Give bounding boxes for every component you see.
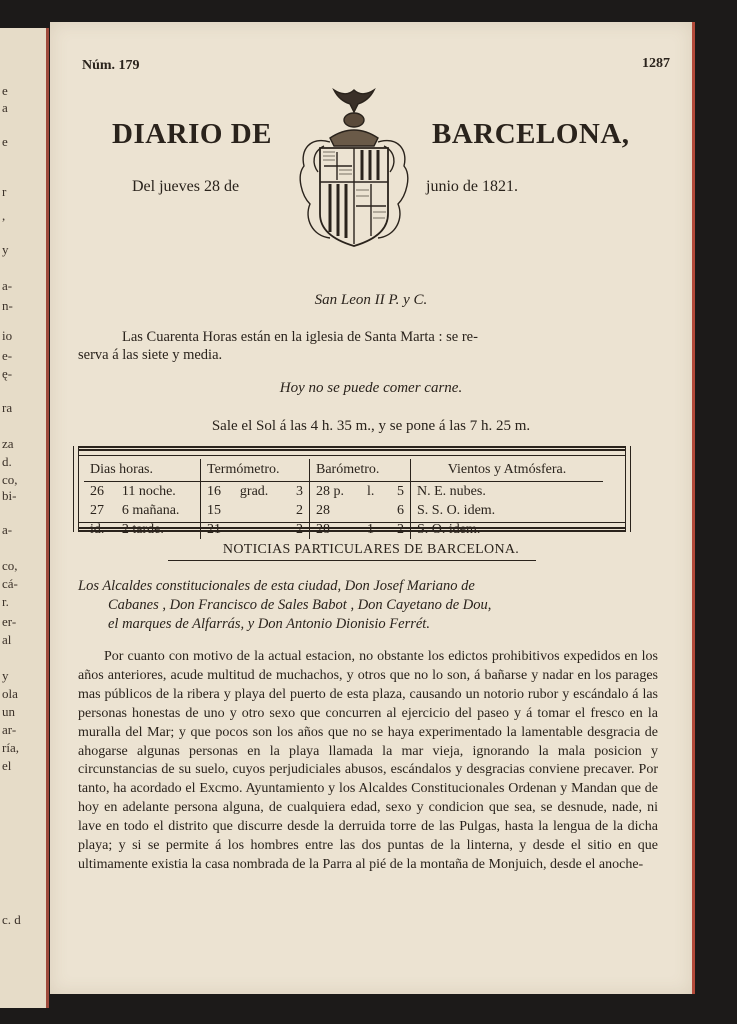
left-fragment: r bbox=[2, 184, 7, 199]
left-fragment: un bbox=[2, 704, 15, 719]
cell-baro-frac: 6 bbox=[397, 502, 404, 518]
cell-wind: S. S. O. idem. bbox=[411, 501, 604, 520]
left-fragment: co, bbox=[2, 558, 18, 573]
left-fragment: ría, bbox=[2, 740, 19, 755]
left-page-edge bbox=[0, 28, 49, 1008]
cell-temp-frac: 2 bbox=[296, 521, 303, 537]
date-left: Del jueves 28 de bbox=[132, 178, 240, 195]
left-fragment: y bbox=[2, 668, 9, 683]
section-title: NOTICIAS PARTICULARES DE BARCELONA. bbox=[222, 542, 520, 557]
cell-day: 27 bbox=[90, 502, 104, 518]
cell-wind: N. E. nubes. bbox=[411, 482, 604, 502]
cell-temp: 21 bbox=[201, 520, 234, 539]
cell-baro: 28 bbox=[310, 501, 362, 520]
cell-hour: 6 mañana. bbox=[121, 502, 180, 518]
forty-hours-line1: Las Cuarenta Horas están en la iglesia de Santa Marta : se re- bbox=[122, 329, 478, 345]
cell-baro-frac: 5 bbox=[397, 483, 404, 499]
masthead-title-left: DIARIO DE bbox=[112, 118, 272, 150]
coat-of-arms-icon bbox=[290, 86, 418, 254]
date-right: junio de 1821. bbox=[426, 178, 518, 195]
left-fragment: , bbox=[2, 208, 6, 223]
left-fragment: cá- bbox=[2, 576, 18, 591]
cell-day: 26 bbox=[90, 483, 104, 499]
cell-baro-frac: 2 bbox=[397, 521, 404, 537]
left-fragment: ra bbox=[2, 400, 13, 415]
edict-text: Por cuanto con motivo de la actual estacion, no obstante los edictos prohibitivos expedidos en los años anteriores, acude multitud de muchachos, y otros que no lo son, á bañarse y nadar en los parages mas públicos de la ribera y playa del puerto de esta plaza, causando un notorio rubor y escándalo á las personas honestas de uno y otro sexo que concurren al ejercicio del paseo y á tomar el fresco en la muralla del Mar; y que pocos son los años que no se haya experimentado la lamentable desgracia de ahogarse algunas personas en la playa llamada la mar vieja, ignorando la mala posicion y circunstancias de su suelo, cuyos perjudiciales abusos, escándalos y desgracias conviene precaver. Por tanto, ha acordado el Excmo. Ayuntamiento y los Alcaldes Constitucionales Ordenan y Mandan que de hoy en adelante persona alguna, de cualquiera edad, sexo y condicion que sea, se desnude, nade, ni lave en todo el distrito que discurre desde la derruida torre de las Pulgas, hasta la lengua de la dicha playa; y si se permite á los hombres entre las dos puntas de la linterna, y desde el sitio en que ultimamente existia la casa nombrada de la Parra al pié de la montaña de Monjuich, desde el anoche- bbox=[78, 649, 658, 872]
left-fragment: e bbox=[2, 134, 8, 149]
left-fragment: al bbox=[2, 632, 12, 647]
edict-body bbox=[78, 648, 658, 875]
section-rule bbox=[168, 560, 536, 561]
cell-baro-lines bbox=[361, 501, 386, 520]
left-fragment: y bbox=[2, 242, 9, 257]
cell-baro-lines: 1 bbox=[367, 521, 375, 537]
masthead-title-right: BARCELONA, bbox=[432, 118, 630, 150]
left-fragment: ę- bbox=[2, 366, 13, 381]
left-fragment: ola bbox=[2, 686, 18, 701]
weather-table bbox=[84, 459, 603, 539]
alcaldes-line1: Los Alcaldes constitucionales de esta ciudad, Don Josef Mariano de bbox=[78, 578, 475, 594]
newspaper-page bbox=[50, 22, 695, 994]
cell-hour: 11 noche. bbox=[121, 483, 176, 499]
header-barometer: Barómetro. bbox=[310, 459, 411, 482]
left-fragment: r. bbox=[2, 594, 9, 609]
left-fragment: a- bbox=[2, 278, 13, 293]
saint-of-day: San Leon II P. y C. bbox=[314, 292, 428, 308]
alcaldes-line3: el marques de Alfarrás, y Don Antonio Dionisio Ferrét. bbox=[108, 616, 430, 632]
left-fragment: e bbox=[2, 83, 8, 98]
left-fragment: er- bbox=[2, 614, 17, 629]
forty-hours-line2: serva á las siete y media. bbox=[78, 347, 223, 363]
meat-notice: Hoy no se puede comer carne. bbox=[279, 380, 463, 396]
cell-temp-unit bbox=[234, 520, 285, 539]
alcaldes-line2: Cabanes , Don Francisco de Sales Babot , Don Cayetano de Dou, bbox=[108, 597, 492, 613]
cell-temp-frac: 3 bbox=[296, 483, 303, 499]
left-fragment: d. bbox=[2, 454, 12, 469]
weather-row bbox=[84, 482, 603, 502]
left-fragment: bi- bbox=[2, 488, 17, 503]
header-thermometer: Termómetro. bbox=[201, 459, 310, 482]
header-days: Dias horas. bbox=[84, 459, 201, 482]
weather-table-frame bbox=[78, 446, 626, 537]
left-fragment: n- bbox=[2, 298, 13, 313]
cell-temp-unit: grad. bbox=[239, 483, 269, 499]
cell-temp: 15 bbox=[201, 501, 234, 520]
left-fragment: a bbox=[2, 100, 8, 115]
left-fragment: ar- bbox=[2, 722, 17, 737]
left-fragment: c. d bbox=[2, 912, 21, 927]
weather-row bbox=[84, 520, 603, 539]
left-fragment: co, bbox=[2, 472, 18, 487]
header-winds: Vientos y Atmósfera. bbox=[411, 459, 604, 482]
cell-baro-lines: l. bbox=[367, 483, 375, 499]
cell-wind: S. O. idem. bbox=[411, 520, 604, 539]
cell-day: id. bbox=[90, 521, 105, 537]
cell-baro: 28 bbox=[310, 520, 362, 539]
left-fragment: el bbox=[2, 758, 12, 773]
cell-hour: 2 tarde. bbox=[121, 521, 164, 537]
sun-times: Sale el Sol á las 4 h. 35 m., y se pone á las 7 h. 25 m. bbox=[211, 418, 531, 434]
left-fragment: io bbox=[2, 328, 13, 343]
issue-number: Núm. 179 bbox=[82, 58, 140, 73]
left-fragment: a- bbox=[2, 522, 13, 537]
weather-row bbox=[84, 501, 603, 520]
cell-temp-unit bbox=[234, 501, 285, 520]
cell-baro: 28 p. bbox=[310, 482, 362, 502]
left-fragment: za bbox=[2, 436, 14, 451]
cell-temp-frac: 2 bbox=[296, 502, 303, 518]
page-number: 1287 bbox=[642, 56, 670, 71]
weather-header-row bbox=[84, 459, 603, 482]
left-fragment: e- bbox=[2, 348, 13, 363]
cell-temp: 16 bbox=[201, 482, 234, 502]
